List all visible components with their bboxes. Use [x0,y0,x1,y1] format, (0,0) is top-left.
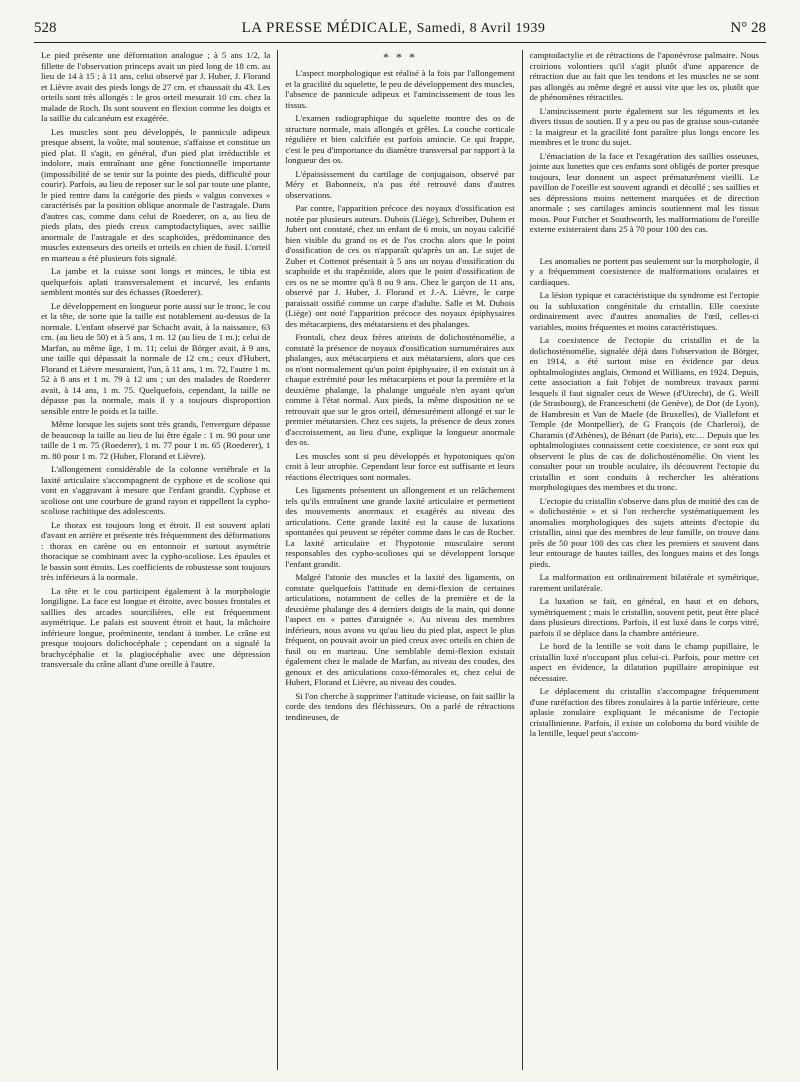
issue-number: N° 28 [730,20,766,36]
journal-title [242,20,546,37]
paragraph: Le thorax est toujours long et étroit. Il est souvent aplati d'avant en arrière et présente très fréquemment des déformations : thorax en carène ou en entonnoir et surtout asymétrie thoracique se combinant avec la cypho-scoliose. Les épaules et le bassin sont étroits. Les coefficients de robustesse sont toujours très inférieurs à la normale. [41,519,271,582]
paragraph: La tête et le cou participent également à la morphologie longiligne. La face est longue et étroite, avec bosses frontales et saillies des arcades sourcilières, elle est fréquemment asymétrique. Le palais est souvent étroit et haut, la mâchoire inférieure longue, proéminente, tendant à tomber. Le crâne est presque toujours dolichocéphale ; cependant on a signalé la brachycéphalie et la plagiocéphalie avec une dépression transversale du crâne allant d'une oreille à l'autre. [41,585,271,669]
page-header [34,20,766,43]
paragraph: Malgré l'atonie des muscles et la laxité des ligaments, on constate quelquefois l'attitude en demi-flexion de certaines articulations, notamment de celles de la première et de la deuxième phalange des 4 derniers doigts de la main, qui donne l'aspect en « pattes d'araignée ». Au niveau des membres inférieurs, nous avons vu qu'au lieu du pied plat, aspect le plus fréquent, on pouvait avoir un pied creux avec orteils en chien de fusil ou en marteau. Une semblable demi-flexion existait également chez le malade de Marfan, au niveau des coudes, des genoux et des articulations coxo-fémorales et, chez celui de Hubert, Florand et Lièvre, au niveau des coudes. [285,572,515,687]
paragraph: L'émaciation de la face et l'exagération des saillies osseuses, jointe aux lunettes que ces enfants sont obligés de porter presque toujours, leur donnent un aspect prématurément vieilli. Le pavillon de l'oreille est souvent agrandi et décollé ; ses saillies et ses dépressions moins nettement marquées et de direction anormale ; ses cartilages amincis soutiennent mal les tissus mous. Pour Futcher et Southworth, les malformations de l'oreille externe existeraient dans 25 à 70 pour 100 des cas. [529,150,759,234]
paragraph: La jambe et la cuisse sont longs et minces, le tibia est quelquefois aplati transversalement et incurvé, les enfants semblent montés sur des échasses (Roederer). [41,266,271,297]
paragraph: Le développement en longueur porte aussi sur le tronc, le cou et la tête, de sorte que la taille est notablement au-dessus de la normale. L'enfant observé par Schacht avait, à la naissance, 63 cm. (au lieu de 50) et à 5 ans, 1 m. 12 (au lieu de 1 m.); celui de Marfan, au même âge, 1 m. 11; celui de Börger avait, à 9 ans, une taille qui dépassait la normale de 12 cm.; ceux d'Hubert, Florand et Lièvre mesuraient, l'un, à 11 ans, 1 m. 72, l'autre 1 m. 52 à 8 ans et 1 m. 79 à 12 ans ; un des malades de Roederer avait, à 14 ans, 1 m. 75. Quelquefois, cependant, la taille ne dépasse pas la normale, mais il y a toujours disproportion sensible entre le poids et la taille. [41,300,271,416]
paragraph: L'ectopie du cristallin s'observe dans plus de moitié des cas de « dolichosténie » et si l'on recherche systématiquement les anomalies morphologiques des sujets atteints d'ectopie du cristallin, ainsi que des membres de leur famille, on trouve dans près de 50 pour 100 des cas chez les premiers et souvent dans leur entourage de hautes tailles, des longues mains et des longs pieds. [529,495,759,569]
paragraph: Par contre, l'apparition précoce des noyaux d'ossification est notée par plusieurs auteurs. Dubois (Liège), Schreiber, Duhem et Jubert ont constaté, chez un enfant de 6 mois, un noyau calcifié bien visible du grand os et de l'os crochu alors que le point d'ossification de ces os n'apparaît qu'après un an. Le sujet de Zuber et Cottenot présentait à 5 ans un noyau d'ossification du scaphoïde et du trapézoïde, alors que le point d'ossification de ces os ne se montre qu'à 8 ou 9 ans. Chez le garçon de 11 ans, observé par J. Huber, J. Florand et J.-A. Lièvre, le carpe paraissait ossifié comme un carpe d'adulte. Salle et M. Dubois (Liège) ont noté l'apparition précoce des noyaux épiphysaires des métacarpiens, des métatarsiens et des phalanges. [285,203,515,329]
issue-date: Samedi, 8 Avril 1939 [416,21,546,36]
page-number: 528 [34,20,57,36]
journal-name: LA PRESSE MÉDICALE, [241,20,413,36]
paragraph: Les anomalies ne portent pas seulement sur la morphologie, il y a fréquemment coexistence de malformations oculaires et cardiaques. [529,255,759,287]
paragraph: Les muscles sont peu développés, le pannicule adipeux presque absent, la voûte, mal soutenue, s'affaisse et constitue un pied plat. Il s'agit, en général, d'un pied plat irréductible et indolore, mais entraînant une gêne fonctionnelle importante (impossibilité de se tenir sur la pointe des pieds, difficulté pour courir). Parfois, au lieu de reposer sur le sol par toute une plante, le pied rentre dans la catégorie des pieds « valgus convexes » caractérisés par la position oblique anormale de l'astragale. Dans d'autres cas, comme dans celui de Roederer, on a, au lieu de pieds plats, des pieds creux camptodactyliques, avec saillie anormale de l'astragale et des scaphoïdes, prédominance des muscles extenseurs des orteils et orteils en chien de fusil. L'orteil en marteau a été plusieurs fois signalé. [41,126,271,263]
column-1 [34,50,277,1070]
column-3 [522,50,766,1070]
paragraph: Même lorsque les sujets sont très grands, l'envergure dépasse de beaucoup la taille au lieu de lui être égale : 1 m. 90 pour une taille de 1 m. 75 (Roederer), 1 m. 77 pour 1 m. 65 (Roederer), 1 m. 80 pour 1 m. 72 (Huber, Florand et Lièvre). [41,419,271,461]
column-2 [277,50,521,1070]
paragraph: L'épaississement du cartilage de conjugaison, observé par Méry et Babonneix, n'a pas été retrouvé dans d'autres observations. [285,168,515,200]
paragraph: Le pied présente une déformation analogue ; à 5 ans 1/2, la fillette de l'observation princeps avait un pied long de 18 cm. au lieu de 14 à 15 ; à 11 ans, celui observé par J. Huber, J. Florand et Lièvre avait des pieds longs de 27 cm. et chaussait du 43. Les orteils sont très allongés : le gros orteil mesurait 10 cm. chez la malade de Roch. Ils sont souvent en flexion comme les doigts et la saillie du calcanéum est exagérée. [41,50,271,123]
paragraph: La lésion typique et caractéristique du syndrome est l'ectopie ou la subluxation congénitale du cristallin. Elle coexiste ordinairement avec d'autres anomalies de l'œil, celles-ci variables, moins fréquentes et moins caractéristiques. [529,290,759,332]
paragraph: Frontali, chez deux frères atteints de dolichosténomélie, a constaté la présence de noyaux d'ossification surnuméraires aux phalanges, aux métacarpiens et aux métatarsiens, alors que ces os n'ont normalement qu'un point épiphysaire, il en existait un à chaque extrémité pour les métacarpiens et pour la première et la deuxième phalange, la phalange unguéale n'en ayant qu'un comme à l'état normal. Aux pieds, la même disposition ne se retrouvait que sur le gros orteil, démesurément allongé et sur le premier métatarsien. Chez ces sujets, la présence de deux zones d'accroissement, au lieu d'une, explique la longueur anormale des os. [285,332,515,447]
section-separator: * * * [382,50,417,64]
paragraph: L'examen radiographique du squelette montre des os de structure normale, mais allongés et grêles. La couche corticale régulière et bien calcifiée est parfois amincie. Ce qui frappe, c'est le peu d'importance du diamètre transversal par rapport à la longueur des os. [285,113,515,165]
article-columns [34,50,766,1070]
paragraph: L'amincissement porte également sur les téguments et les divers tissus de soutien. Il y a peu ou pas de graisse sous-cutanée : la maigreur et la gracilité font paraître plus longs encore les membres et le tronc du sujet. [529,105,759,147]
paragraph: camptodactylie et de rétractions de l'aponévrose palmaire. Nous croirions volontiers qu'il s'agit plutôt d'une apparence de rétraction due au fait que les tendons et les muscles ne se sont pas allongés au même degré et aussi vite que les os, plutôt que de phénomènes rétractiles. [529,50,759,102]
paragraph: Les muscles sont si peu développés et hypotoniques qu'on croit à leur atrophie. Cependant leur force est suffisante et leurs réactions électriques sont normales. [285,450,515,482]
paragraph: L'aspect morphologique est réalisé à la fois par l'allongement et la gracilité du squelette, le peu de développement des muscles, l'absence de pannicule adipeux et l'amincissement de tous les tissus. [285,68,515,110]
paragraph: La malformation est ordinairement bilatérale et symétrique, rarement unilatérale. [529,572,759,593]
paragraph: Le déplacement du cristallin s'accompagne fréquemment d'une raréfaction des fibres zonulaires à la partie inférieure, cette aplasie zonulaire expliquant le mécanisme de l'ectopie cristallinienne. Parfois, il existe un coloboma du bord visible de la lentille, lequel peut s'accom- [529,686,759,738]
paragraph: Si l'on cherche à supprimer l'attitude vicieuse, on fait saillir la corde des tendons des fléchisseurs. On a parlé de rétractions tendineuses, de [285,690,515,722]
section-gap [530,238,759,256]
paragraph: Le bord de la lentille se voit dans le champ pupillaire, le cristallin luxé n'occupant plus celui-ci. Parfois, pour mettre cet aspect en évidence, la dilatation pupillaire atropinique est nécessaire. [529,641,759,683]
paragraph: La coexistence de l'ectopie du cristallin et de la dolichosténomélie, signalée déjà dans l'observation de Börger, en 1914, a été surtout mise en évidence par deux ophtalmologistes anglais, Ormond et Williams, en 1924. Depuis, cette association a fait l'objet de nombreux travaux parmi lesquels il faut signaler ceux de Wewe (d'Utrecht), de G. Weill (de Strasbourg), de Franceschetti (de Genève), de Dor (de Lyon), de Hambresin et Van de Maele (de Bruxelles), de Viallefont et Temple (de Montpellier), de G François (de Charleroi), de Charamis (d'Athènes), de Bénart (de Paris), etc… Depuis que les ophtalmologistes connaissent cette coexistence, ce sont eux qui observent le plus de cas de dolichosténomélie. On vient les consulter pour un trouble oculaire, ils découvrent l'ectopie du cristallin et sont conduits à rechercher les altérations morphologiques des membres et du tronc. [529,335,759,492]
paragraph: L'allongement considérable de la colonne vertébrale et la laxité articulaire s'accompagnent de cyphose et de scoliose qui vont en s'aggravant à mesure que l'enfant grandit. Cyphose et scoliose ont une courbure de grand rayon et rappellent la cypho-scoliose rachitique des adolescents. [41,464,271,516]
paragraph: Les ligaments présentent un allongement et un relâchement tels qu'ils entraînent une grande laxité articulaire et permettent des mouvements anormaux et exagérés au niveau des articulations. Cette grande laxité est la cause de luxations spontanées qui peuvent se répéter comme dans le cas de Rocher. La laxité articulaire et l'hypotonie musculaire seront responsables des cypho-scolioses qui se développent lorsque l'enfant grandit. [285,485,515,569]
paragraph: La luxation se fait, en général, en haut et en dehors, symétriquement ; mais le cristallin, souvent petit, peut être placé dans plusieurs directions. Parfois, il est luxé dans le corps vitré, parfois il se déplace dans la chambre antérieure. [529,596,759,638]
